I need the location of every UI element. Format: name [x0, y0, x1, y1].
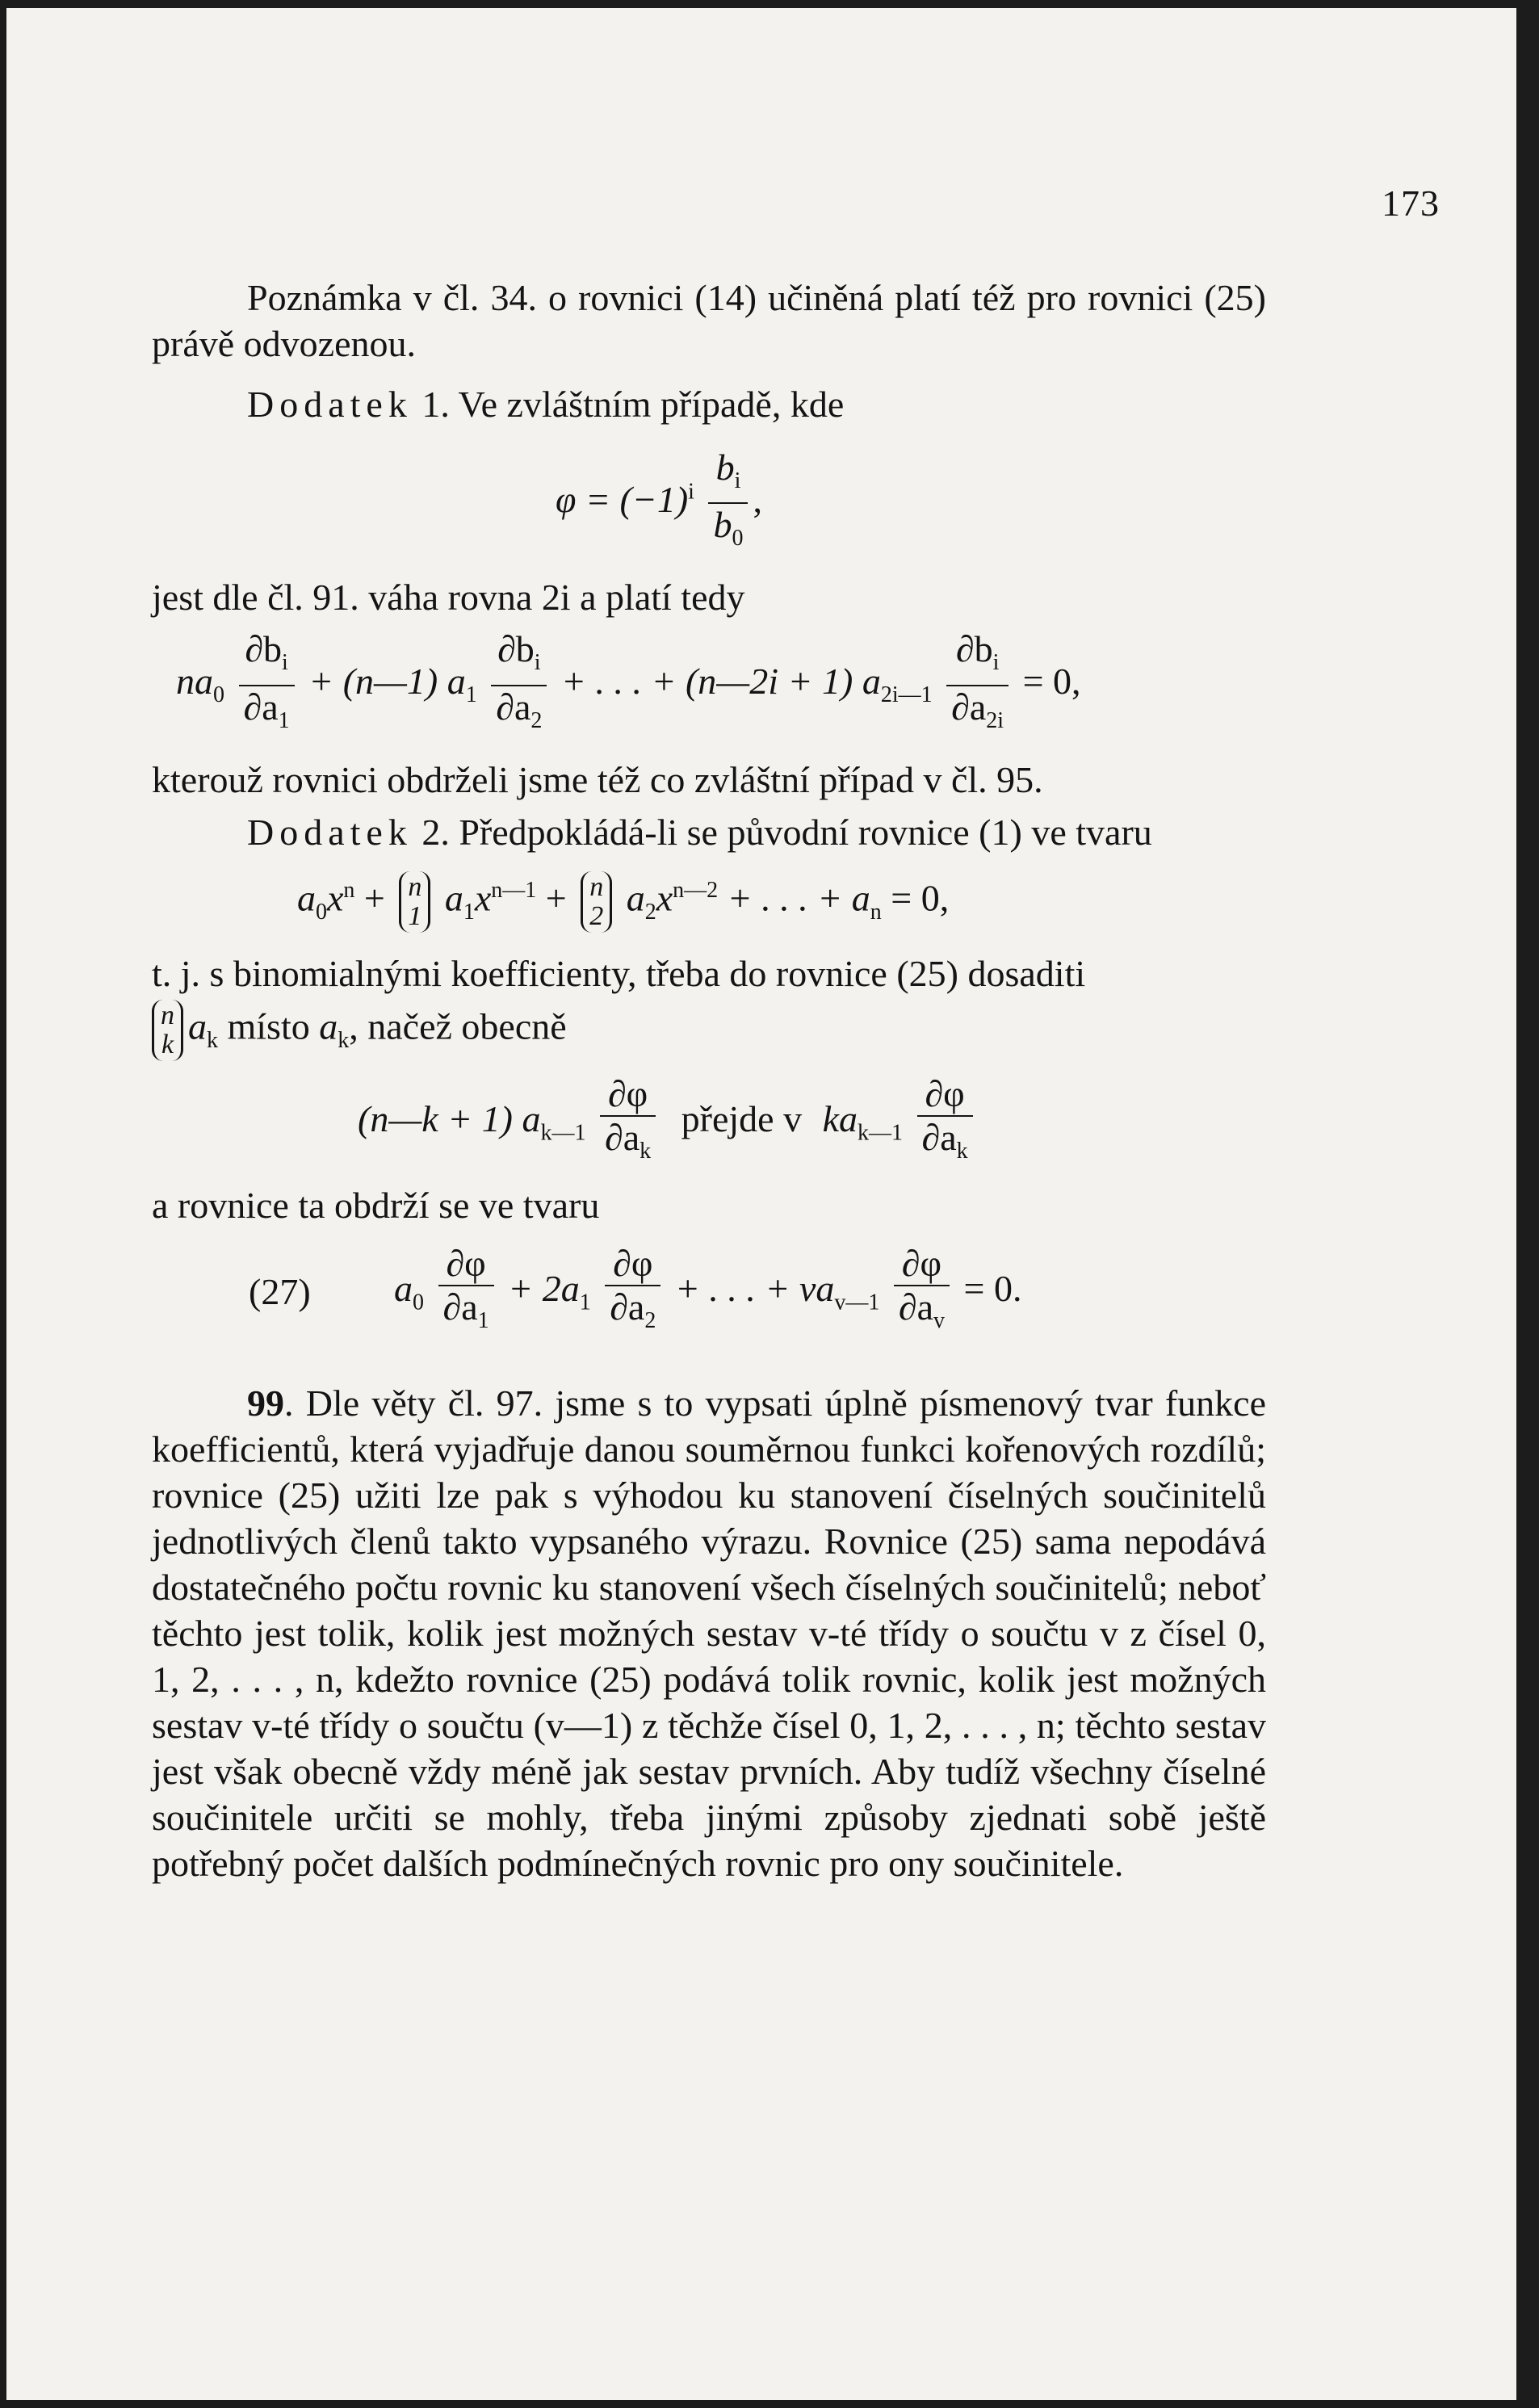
f1-num-sub: i: [282, 650, 288, 676]
binom-k-top: n: [161, 1000, 174, 1030]
eq27-frac-2: [605, 1243, 660, 1342]
eq27-f1-num: ∂φ: [438, 1243, 494, 1286]
trans-lhs-sub: k—1: [540, 1119, 586, 1145]
eq-sum-end: = 0,: [1022, 661, 1081, 703]
section-99-number: 99: [247, 1382, 284, 1424]
equation-27-label: (27): [249, 1270, 311, 1312]
eq27-t3-sub: v—1: [834, 1290, 880, 1315]
poly-a2-sub: 2: [644, 899, 656, 925]
paragraph-vaha: jest dle čl. 91. váha rovna 2i a platí tedy: [152, 577, 745, 619]
trans-lhs: (n—k + 1) a: [358, 1097, 541, 1139]
misto-word: místo: [218, 1005, 320, 1047]
equation-phi: [152, 447, 1266, 560]
dodatek-1-text: 1. Ve zvláštním případě, kde: [412, 384, 845, 425]
binom-k-bottom: k: [161, 1029, 174, 1059]
f1-den-sub: 1: [278, 707, 290, 733]
poly-x2-sup: n—2: [673, 877, 719, 903]
f3-num: ∂b: [955, 628, 993, 670]
eq-phi-exponent: i: [688, 479, 694, 505]
trans-g-num: ∂φ: [917, 1073, 973, 1117]
f3-num-sub: i: [992, 650, 1000, 676]
equation-sum: [152, 628, 1266, 741]
binom-1-bottom: 1: [408, 900, 422, 931]
binom-n-2: [581, 871, 612, 933]
dodatek-1-label: Dodatek: [247, 384, 413, 425]
poly-a2: a: [626, 877, 645, 919]
eq-phi-den: b: [713, 504, 732, 546]
poly-x1: x: [474, 877, 492, 919]
equation-27: [152, 1243, 1266, 1340]
eq27-f1-den-sub: 1: [477, 1307, 489, 1333]
eq27-f1-den: ∂a: [442, 1286, 478, 1328]
misto-ak2: a: [319, 1005, 338, 1047]
eq27-frac-1: [438, 1243, 494, 1342]
eq27-f3-num: ∂φ: [894, 1243, 950, 1286]
eq-phi-comma: ,: [753, 478, 762, 520]
eq-phi-fraction: [708, 447, 748, 560]
eq27-f3-den: ∂a: [898, 1286, 934, 1328]
trans-rhs-sub: k—1: [858, 1119, 904, 1145]
eq-sum-t3-sub: 2i—1: [880, 682, 933, 708]
f3-den-sub: 2i: [986, 707, 1004, 733]
f2-num-sub: i: [534, 650, 541, 676]
eq27-end: = 0.: [963, 1267, 1022, 1309]
f2-den: ∂a: [496, 686, 531, 728]
f1-den: ∂a: [243, 686, 279, 728]
eq27-f2-den: ∂a: [610, 1286, 645, 1328]
eq27-a0-sub: 0: [413, 1290, 424, 1315]
paragraph-kterouz: kterouž rovnici obdrželi jsme též co zvláštní případ v čl. 95.: [152, 758, 1043, 800]
paragraph-note: Poznámka v čl. 34. o rovnici (14) učiněná platí též pro rovnici (25) právě odvozenou.: [152, 277, 1266, 364]
trans-g-den: ∂a: [921, 1116, 957, 1158]
misto-ak: a: [188, 1005, 207, 1047]
poly-plus-1: +: [363, 877, 385, 919]
poly-x-sup: n: [343, 877, 355, 903]
eq27-t3: + . . . + va: [674, 1267, 835, 1309]
eq27-frac-3: [894, 1243, 950, 1342]
f3-den: ∂a: [951, 686, 987, 728]
poly-x2: x: [656, 877, 673, 919]
eq-sum-frac-2: [491, 628, 547, 741]
trans-rhs: ka: [822, 1097, 858, 1139]
f2-den-sub: 2: [530, 707, 543, 733]
eq-phi-lhs: φ = (−1): [556, 478, 689, 520]
poly-a1: a: [444, 877, 463, 919]
paragraph-binomial: t. j. s binomialnými koefficienty, třeba do rovnice (25) dosaditi: [152, 952, 1086, 994]
eq27-f3-den-sub: v: [933, 1307, 946, 1333]
eq27-t2: + 2a: [508, 1267, 580, 1309]
trans-g-den-sub: k: [956, 1138, 968, 1164]
trans-f-den: ∂a: [605, 1116, 640, 1158]
eq-sum-t3: + . . . + (n—2i + 1) a: [560, 661, 881, 703]
poly-tail: + . . . + a: [727, 877, 870, 919]
f1-num: ∂b: [245, 628, 283, 670]
binom-2-bottom: 2: [589, 900, 604, 931]
trans-frac-1: [600, 1073, 656, 1173]
poly-tail-sub: n: [870, 899, 882, 925]
section-99-text: . Dle věty čl. 97. jsme s to vypsati úplně písmenový tvar funkce koefficientů, která vyjadřuje danou souměrnou funkci kořenových rozdílů; rovnice (25) užiti lze pak s výhodou ku stanovení číselných součinitelů jednotlivých členů takto vypsaného výrazu. Rovnice (25) sama nepodává dostatečného počtu rovnic ku stanovení všech číselných součinitelů; neboť těchto jest tolik, kolik jest možných sestav v-té třídy o součtu v z čísel 0, 1, 2, . . . , n, kdežto rovnice (25) podává tolik rovnic, kolik jest možných sestav v-té třídy o součtu (v—1) z těchže čísel 0, 1, 2, . . . , n; těchto sestav jest však obecně vždy méně jak sestav prvních. Aby tudíž všechny číselné součinitele určiti se mohly, třeba jinými způsoby zjednati sobě ještě potřebný počet dalších podmínečných rovnic pro ony součinitele.: [152, 1382, 1266, 1884]
paragraph-dodatek-2: [152, 809, 1266, 855]
paragraph-dodatek-1: [152, 381, 1266, 427]
paragraph-misto: [152, 1000, 1266, 1063]
trans-f-den-sub: k: [640, 1138, 652, 1164]
poly-x1-sup: n—1: [491, 877, 537, 903]
misto-rest: , načež obecně: [349, 1005, 567, 1047]
equation-polynomial: [152, 871, 1266, 933]
eq-sum-t2: + (n—1) a: [308, 661, 466, 703]
paragraph-tvaru: a rovnice ta obdrží se ve tvaru: [152, 1184, 600, 1226]
paragraph-section-99: [152, 1380, 1266, 1886]
dodatek-2-label: Dodatek: [247, 811, 413, 853]
eq-phi-num-sub: i: [734, 468, 741, 494]
poly-end: = 0,: [891, 877, 950, 919]
trans-f-num: ∂φ: [600, 1073, 656, 1117]
binom-n-1: [399, 871, 430, 933]
poly-a0: a: [297, 877, 316, 919]
poly-a1-sub: 1: [463, 899, 475, 925]
eq27-t2-sub: 1: [579, 1290, 591, 1315]
eq-sum-t1-sub: 0: [213, 682, 224, 708]
trans-mid: přejde v: [681, 1097, 803, 1139]
eq-sum-frac-1: [239, 628, 295, 741]
eq-sum-t1: na: [176, 661, 213, 703]
poly-x: x: [327, 877, 344, 919]
binom-n-k: [152, 1000, 183, 1061]
misto-ak-sub: k: [207, 1027, 218, 1053]
page-content: [152, 178, 1266, 1886]
trans-frac-2: [917, 1073, 973, 1173]
poly-plus-2: +: [545, 877, 567, 919]
binom-1-top: n: [408, 871, 422, 902]
binom-2-top: n: [589, 871, 604, 902]
poly-a0-sub: 0: [316, 899, 327, 925]
eq27-f2-den-sub: 2: [644, 1307, 656, 1333]
f2-num: ∂b: [497, 628, 535, 670]
book-page: [6, 8, 1516, 2400]
misto-ak2-sub: k: [338, 1027, 350, 1053]
eq-sum-frac-3: [946, 628, 1009, 741]
equation-transform: [152, 1073, 1266, 1173]
eq27-f2-num: ∂φ: [605, 1243, 660, 1286]
eq-phi-den-sub: 0: [732, 526, 744, 552]
page-number: 173: [1382, 182, 1440, 224]
eq27-a0: a: [394, 1267, 413, 1309]
dodatek-2-text: 2. Předpokládá-li se původní rovnice (1) ve tvaru: [412, 811, 1152, 853]
eq-phi-num: b: [715, 447, 735, 488]
eq-sum-t2-sub: 1: [465, 682, 477, 708]
